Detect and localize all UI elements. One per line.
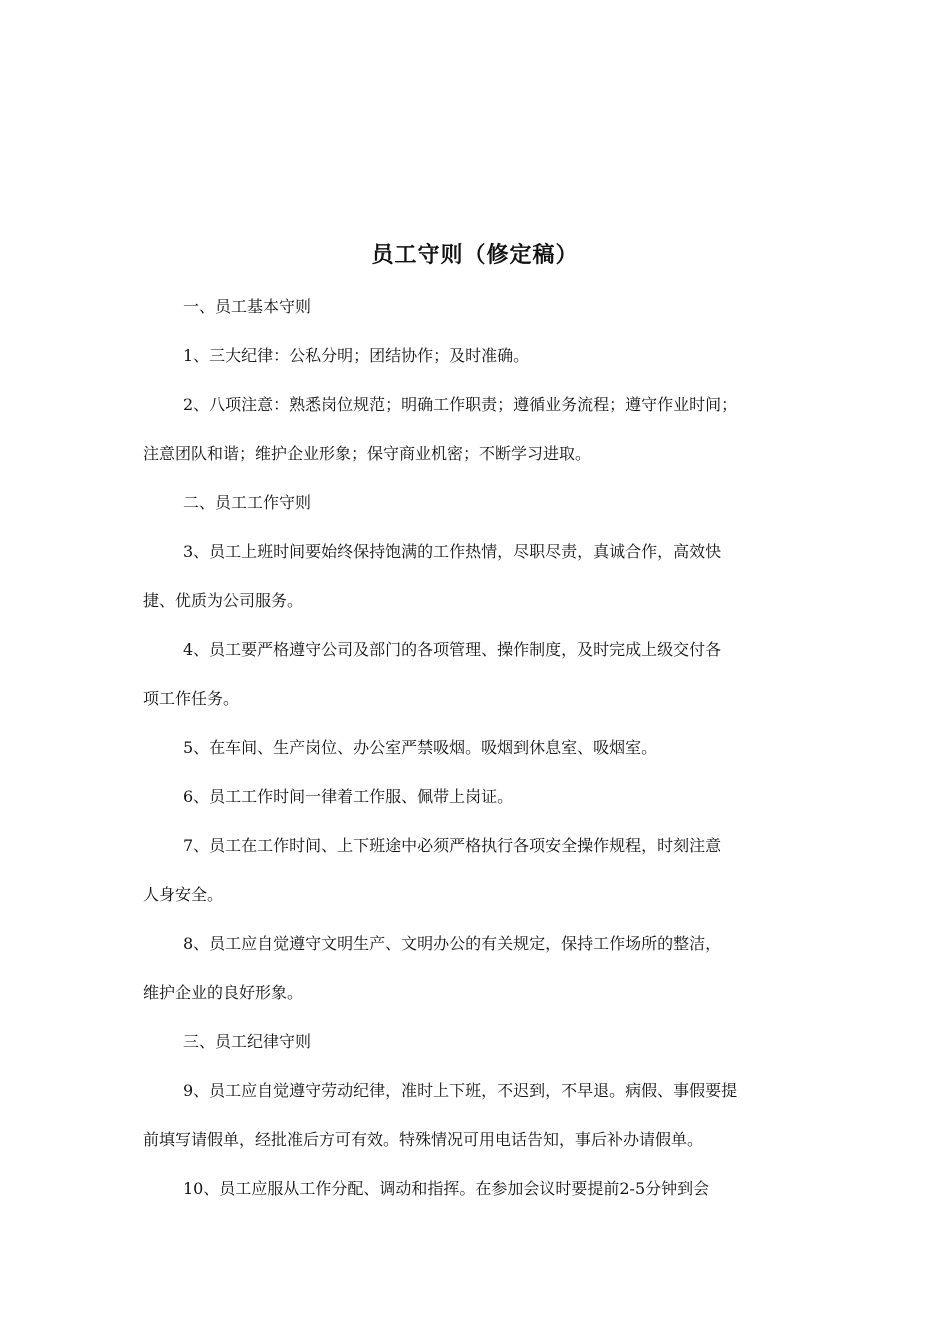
paragraph-line: 6、员工工作时间一律着工作服、佩带上岗证。 xyxy=(183,787,514,806)
paragraph xyxy=(143,1017,807,1066)
paragraph xyxy=(143,723,807,772)
paragraph xyxy=(143,380,807,478)
paragraph xyxy=(143,772,807,821)
paragraph-line: 5、在车间、生产岗位、办公室严禁吸烟。吸烟到休息室、吸烟室。 xyxy=(183,738,658,757)
paragraph-line: 三、员工纪律守则 xyxy=(183,1032,312,1051)
paragraph-line: 2、八项注意：熟悉岗位规范；明确工作职责；遵循业务流程；遵守作业时间； xyxy=(183,395,738,414)
document-title: 员工守则（修定稿） xyxy=(371,242,579,268)
paragraph xyxy=(143,527,807,625)
paragraph-line: 二、员工工作守则 xyxy=(183,493,312,512)
paragraph-line: 9、员工应自觉遵守劳动纪律，准时上下班，不迟到，不早退。病假、事假要提 xyxy=(183,1081,738,1100)
paragraph-line: 人身安全。 xyxy=(143,885,224,904)
paragraph-line: 维护企业的良好形象。 xyxy=(143,983,304,1002)
paragraph-line: 8、员工应自觉遵守文明生产、文明办公的有关规定，保持工作场所的整洁， xyxy=(183,934,722,953)
paragraph xyxy=(143,821,807,919)
paragraph-line: 3、员工上班时间要始终保持饱满的工作热情，尽职尽责，真诚合作，高效快 xyxy=(183,542,722,561)
paragraph xyxy=(143,1066,807,1164)
paragraph-line: 注意团队和谐；维护企业形象；保守商业机密；不断学习进取。 xyxy=(143,444,592,463)
paragraph-line: 前填写请假单，经批准后方可有效。特殊情况可用电话告知，事后补办请假单。 xyxy=(143,1130,704,1149)
paragraph xyxy=(143,919,807,1017)
paragraph xyxy=(143,331,807,380)
paragraph-line: 捷、优质为公司服务。 xyxy=(143,591,304,610)
paragraph-line: 4、员工要严格遵守公司及部门的各项管理、操作制度，及时完成上级交付各 xyxy=(183,640,722,659)
paragraph-line: 一、员工基本守则 xyxy=(183,297,312,316)
paragraph xyxy=(143,1164,807,1213)
paragraph-line: 7、员工在工作时间、上下班途中必须严格执行各项安全操作规程，时刻注意 xyxy=(183,836,722,855)
document-body xyxy=(143,282,807,1213)
paragraph-line: 1、三大纪律：公私分明；团结协作；及时准确。 xyxy=(183,346,530,365)
paragraph xyxy=(143,478,807,527)
paragraph-line: 10、员工应服从工作分配、调动和指挥。在参加会议时要提前2-5分钟到会 xyxy=(183,1179,710,1198)
paragraph xyxy=(143,282,807,331)
paragraph-line: 项工作任务。 xyxy=(143,689,240,708)
paragraph xyxy=(143,625,807,723)
